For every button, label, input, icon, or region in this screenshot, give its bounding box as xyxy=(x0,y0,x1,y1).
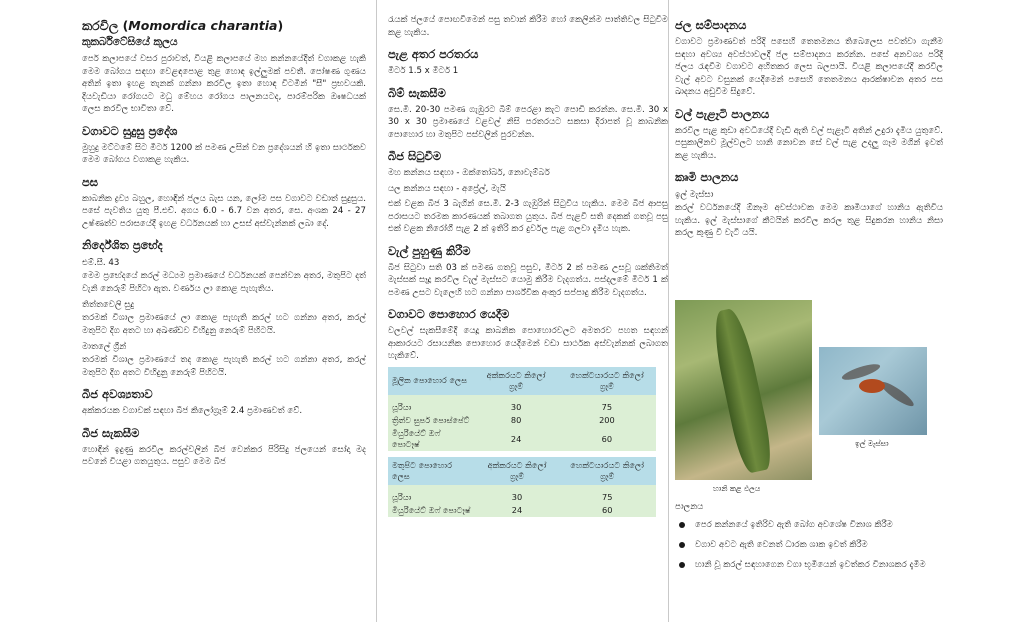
bullet-icon xyxy=(679,562,685,568)
table-row xyxy=(388,427,656,451)
column-right xyxy=(675,14,943,622)
spacing-paragraph: මීටර් 1.5 x මීටර් 1 xyxy=(388,66,459,76)
table-cell: 24 xyxy=(474,427,557,451)
table-header-cell: අක්කරයට කිලෝ ග්‍රෑම් xyxy=(476,457,559,485)
heading-seed-requirement: බීජ අවශ්‍යතාව xyxy=(82,387,153,401)
table-header-cell: හෙක්ටයාරයට කිලෝ ග්‍රෑම් xyxy=(558,457,656,485)
variety-description: තරමක් විශාල ප්‍රමාණයේ තද කොළ පැහැති කරල් හට ගන්නා අතර, කරල් මතුපිට දිග අතට විහිදුනු නෙරුම් පිහිටයි. xyxy=(82,355,366,378)
sowing-paragraph: එක් වළක බීජ 3 බැගින් සෙ.මී. 2-3 ගැඹුරින් සිටුවිය හැකිය. මෙම බීජ ආපසු පරාසයට තරමක කාරණයක් තබාගත යුතුය. බීජ පැළවී සති දෙකක් ගතවූ පසු එක් වළක නිරෝගී පැළ 2 ක් ඉතිරි කර දුර්වල පැළ ගලවා දැමිය හැක. xyxy=(388,199,668,234)
table-cell: යූරියා xyxy=(388,491,476,504)
table-cell: මියුරියේට් ඔෆ් පොටෑෂ් xyxy=(388,427,474,451)
heading-pest-control: කෘමි පාලනය xyxy=(675,170,739,184)
bullet-icon xyxy=(679,522,685,528)
heading-vine-training: වැල් පුහුණු කිරීම xyxy=(388,243,471,258)
basal-fertilizer-table xyxy=(388,367,656,451)
heading-sowing: බීජ සිටුවීම xyxy=(388,149,442,163)
table-cell: යූරියා xyxy=(388,401,474,414)
seed-preparation-continued: රැයක් ජලයේ පොඟවීමෙන් පසු තවාන් කිරීම හෝ කෙලින්ම පාත්තිවල සිටුවීම කළ හැකිය. xyxy=(388,15,668,38)
damaged-fruit-photo xyxy=(675,300,812,480)
list-item: හානි වූ කරල් සඳහාගෙන වගා භූමියෙන් ඉවත්කර විනාශකර දැමීම xyxy=(675,559,943,571)
bitter-gourd-fruit xyxy=(708,306,776,474)
heading-suitable-zones: වගාවට සුදුසු ප්‍රදේශ xyxy=(82,123,178,138)
weed-control-paragraph: කරවිල පැළ කුඩා අවධියේදී වැඩි ඇති වල් පැළෑටි අතින් උදුරා දැමිය යුතුවේ. පසුකාලීනව මූල්වලට හානි නොවන සේ වල් පැළ උදලු ගෑම මගින් ඉවත් කළ හැකිය. xyxy=(675,125,943,161)
heading-fertilizer: වගාවට පොහොර යෙදීම xyxy=(388,307,510,321)
column-middle xyxy=(388,14,668,622)
family-subtitle: කුකර්බිටේසියේ කුලය xyxy=(82,36,178,48)
table-cell: 24 xyxy=(476,504,559,517)
table-header-cell: අක්කරයට කිලෝ ග්‍රෑම් xyxy=(474,367,557,395)
fertilizer-paragraph: වලවල් සැකසීමේදී යෙදූ කාබනික පොහොරවලට අමතරව පහත සඳහන් ආකාරයට රසායනික පොහොර යෙදීමෙන් වඩා සාර්ථක අස්වැන්නක් ලබාගත හැකිවේ. xyxy=(388,326,668,361)
zones-paragraph: මුහුදු මට්ටමේ සිට මීටර් 1200 ක් පමණ උසින් වන ප්‍රදේශයන් හි ඉතා සාර්ථකව මෙම බෝගය වගාකළ හැකිය. xyxy=(82,142,366,165)
list-item: වගාව අවට ඇති වෙනත් ධාරක ශාක ඉවත් කිරීම xyxy=(675,539,943,551)
variety-name: එම්.සී. 43 xyxy=(82,258,120,268)
variety-description: තරමක් විශාල ප්‍රමාණයේ ලා කොළ පැහැති කරල් හට ගන්නා අතර, කරල් මතුපිට දිග අතට හා අඛණ්ඩව විහිදුනු නෙරුම් පිහිටයි. xyxy=(82,313,366,336)
heading-soil: පස xyxy=(82,174,99,189)
table-header-row xyxy=(388,457,656,485)
sowing-season-yala: යල කන්නය සඳහා - අප්‍රේල්, මැයි xyxy=(388,183,506,194)
variety-description: මෙම ප්‍රභේදයේ කරල් මධ්‍යම ප්‍රමාණයේ වර්ධනයක් පෙන්වන අතර, මතුපිට දත් වැනි නෙරුම් පිහිටා ඇත. වර්ණය ලා කොළ පැහැතිය. xyxy=(82,271,366,294)
bullet-icon xyxy=(679,542,685,548)
control-subheading: පාලනය xyxy=(675,502,704,512)
table-cell: 75 xyxy=(558,491,656,504)
list-item: පෙර කන්නයේ ඉතිරිව ඇති බෝග අවශේෂ විනාශ කිරීම xyxy=(675,519,943,531)
land-preparation-paragraph: සෙ.මී. 20-30 පමණ ගැඹුරට බිම් පෙරළා කැට පොඩි කරන්න. සෙ.මී. 30 x 30 x 30 ප්‍රමාණයේ වළවල් නිසි පරතරයට සකසා දිරාපත් වූ කාබනික පොහොර හා මතුපිට පස්වලින් පුරවන්න. xyxy=(388,104,668,140)
top-dressing-fertilizer-table xyxy=(388,457,656,517)
pest-name: ඉල් මැස්සා xyxy=(675,190,714,200)
table-cell: 60 xyxy=(558,504,656,517)
heading-spacing: පැළ අතර පරතරය xyxy=(388,47,479,61)
heading-land-preparation: බිම් සැකසීම xyxy=(388,85,446,100)
seed-preparation-paragraph: හොඳින් ඉදුණු කරවිල කරල්වලින් බීජ වෙන්කර පිරිසිදු ජලයෙන් සෝදා මද පවනේ වියළා ගතයුතුය. පසුව මෙම බීජ xyxy=(82,444,366,467)
fly-body xyxy=(859,379,885,393)
heading-irrigation: ජල සම්පාදනය xyxy=(675,18,747,32)
document-title: කරවිල (Momordica charantia) xyxy=(82,18,284,33)
table-cell: 200 xyxy=(558,414,656,427)
fruit-fly-caption: ඉල් මැස්සා xyxy=(855,439,889,448)
table-header-row xyxy=(388,367,656,395)
heading-weed-control: වල් පැළෑටි පාලනය xyxy=(675,106,770,121)
table-header-cell: හෙක්ටයාරයට කිලෝ ග්‍රෑම් xyxy=(558,367,656,395)
table-row xyxy=(388,414,656,427)
column-divider xyxy=(376,0,377,622)
table-cell: 30 xyxy=(476,491,559,504)
column-left xyxy=(82,14,366,622)
intro-paragraph: පෙර් කලාපයේ වසර පුරාවත්, වියළි කලාපයේ මහ කන්නයේදීත් වගාකළ හැකි මෙම බෝගය සඳහා වෙළඳපොළ තුළ හොඳ ඉල්ලුමක් පවතී. පෝෂණ ගුණය අතින් ඉතා ඉහළ තැනක් ගන්නා කරවිල ඉතා හොඳ විටමින් "සී" ප්‍රභවයකි. දියවැඩියා රෝගයට මධු මේහය රෝගය පාලනයටද, පාරම්පරික ඖෂධයක් ලෙස කරවිල භාවිතා වේ. xyxy=(82,54,366,114)
table-header-cell: මූලික පොහොර ලෙස xyxy=(388,367,474,395)
heading-seed-preparation: බීජ සැකසීම xyxy=(82,425,140,440)
column-divider xyxy=(668,0,669,622)
table-cell: 80 xyxy=(474,414,557,427)
table-row xyxy=(388,401,656,414)
variety-name: මාතලේ ග්‍රීන් xyxy=(82,342,127,352)
table-cell: මියුරියේට් ඔෆ් පොටෑෂ් xyxy=(388,504,476,517)
table-row xyxy=(388,491,656,504)
damaged-fruit-caption: හානි කළ ඵලය xyxy=(713,484,761,493)
table-cell: ත්‍රිත්ව සුපර් පොස්පේට් xyxy=(388,414,474,427)
control-measures-list xyxy=(675,519,943,579)
seed-requirement-paragraph: අක්කරයක වගාවක් සඳහා බීජ කිලෝග්‍රෑම් 2.4 ප්‍රමාණවත් වේ. xyxy=(82,406,303,416)
table-row xyxy=(388,504,656,517)
table-cell: 30 xyxy=(474,401,557,414)
table-header-cell: මතුපිට පොහොර ලෙස xyxy=(388,457,476,485)
soil-paragraph: කාබනික ද්‍රව්‍ය බහුල, හොඳින් ජලය බැස යන, ලෝම පස වගාවට වඩාත් සුදුසුය. පසේ පැවතිය යුතු පී.එච්. අගය 6.0 - 6.7 වන අතර, සෙ. අංශක 24 - 27 උෂ්ණත්ව පරාසයේදී ඉහළ වර්ධනයක් හා උසස් අස්වැන්නක් ලබා දේ. xyxy=(82,193,366,229)
pest-paragraph: කරල් වර්ධනයේදී ඕනෑම අවස්ථාවක මෙම කෘමියාගේ හානිය ඇතිවිය හැකිය. ඉල් මැස්සාගේ කීටයින් කරවිල කරල තුළ සිදුකරන හානිය නිසා කරල කුණු වී වැටී යයි. xyxy=(675,203,943,238)
table-cell: 60 xyxy=(558,427,656,451)
table-cell: 75 xyxy=(558,401,656,414)
variety-name: තිත්තවෙලි සුදු xyxy=(82,300,135,310)
vine-training-paragraph: බීජ සිටුවා සති 03 ක් පමණ ගතවූ පසුව, මීටර් 2 ක් පමණ උසවූ ශක්තිමත් මැස්සක් සෑදූ කරවිල වැල් මැස්සට යොමු කිරීම වැදගත්ය. පස්දලමේ මීටර් 1 ක් පමණ උසට වැලෙහි හට ගන්නා පාර්ශ්වික අංකුර සප්පාදු කිරීම වැදගත්ය. xyxy=(388,262,668,298)
heading-varieties: නිර්දේශිත ප්‍රභේද xyxy=(82,238,163,252)
fruit-fly-photo xyxy=(819,347,927,435)
irrigation-paragraph: වගාවට ප්‍රමාණවත් පරිදි පසෙහි තෙතමනය තිබෙලෙස පවත්වා ගැනීම සඳහා අවශ්‍ය අවස්ථාවලදී ජල සම්පාදනය කරන්න. පසේ අනවශ්‍ය පරිදි ජලය රැඳවීම වගාවට අහිතකර ලෙස බලපායි. වියළි කලාපයේදී කරවිල වැල් අවට වසුනක් යෙදීමෙන් පසෙහි තෙතමනය ආරක්ෂාවන අතර පස ඛාදනය අඩුවීම සිදුවේ. xyxy=(675,37,943,97)
sowing-season-maha: මහ කන්නය සඳහා - ඔක්තෝබර්, නොවැම්බර් xyxy=(388,168,550,178)
